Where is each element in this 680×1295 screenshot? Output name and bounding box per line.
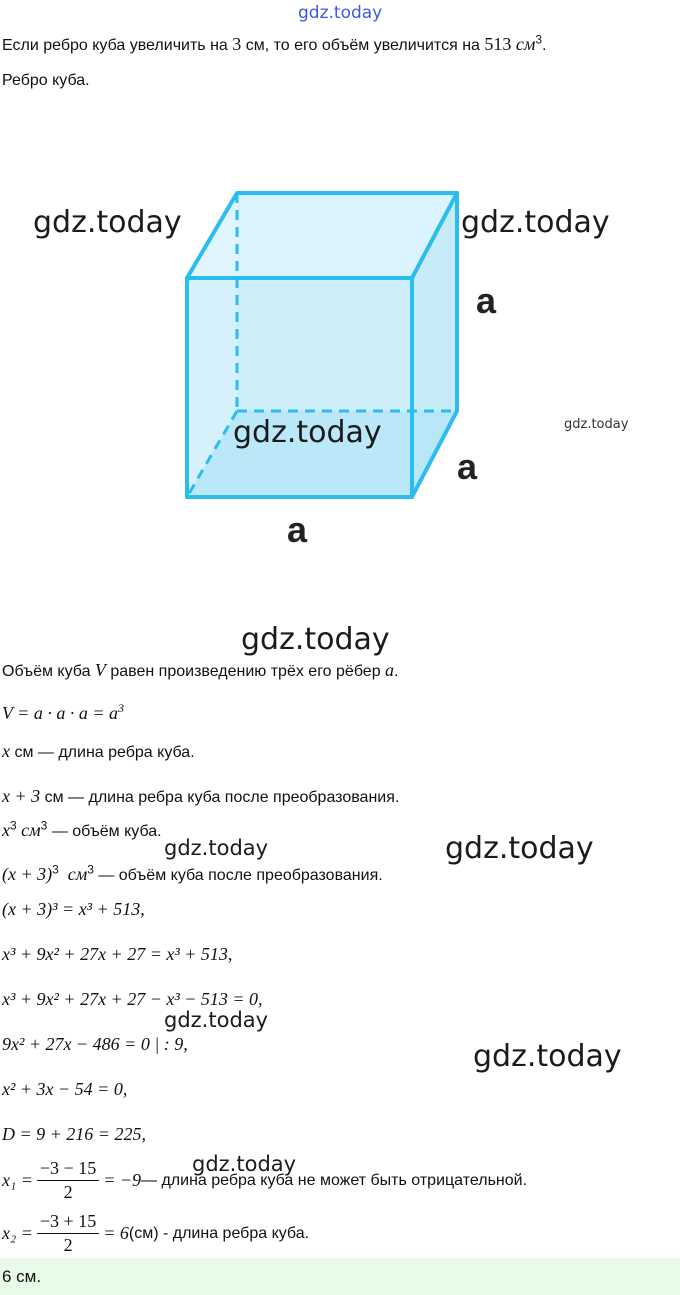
solution-line-12: D = 9 + 216 = 225, — [2, 1124, 146, 1144]
solution-line-7: (x + 3)³ = x³ + 513, — [2, 899, 145, 919]
label-height-a: a — [476, 280, 497, 321]
solution-line-14: x₂ = $\frac{-3 + 15}{2}$ = 6 (см) - длина ребра куба. — [2, 1211, 310, 1255]
watermark-1: gdz.today — [33, 205, 182, 240]
label-depth-a: a — [457, 446, 478, 487]
watermark-3: gdz.today — [233, 415, 382, 450]
fraction-x1: $\frac{-3 - 15}{2}$ — [37, 1158, 99, 1203]
watermark-8: gdz.today — [164, 1008, 269, 1032]
solution-line-1: Объём куба V равен произведению трёх его рёбер a. — [2, 660, 399, 680]
solution-line-3: x см — длина ребра куба. — [2, 741, 195, 761]
problem-question: Ребро куба. — [2, 72, 90, 89]
solution-line-10: 9x² + 27x − 486 = 0 | : 9, — [2, 1034, 188, 1054]
watermark-7: gdz.today — [445, 831, 594, 866]
solution-line-5: $x^3$ $см^3$ — объём куба. — [2, 818, 162, 840]
answer-text: 6 см. — [2, 1267, 42, 1286]
solution-line-8: x³ + 9x² + 27x + 27 = x³ + 513, — [2, 944, 233, 964]
problem-statement: Если ребро куба увеличить на 3 см, то его объём увеличится на 513 $см^3$. — [2, 32, 547, 54]
watermark-9: gdz.today — [473, 1039, 622, 1074]
solution-line-9: x³ + 9x² + 27x + 27 − x³ − 513 = 0, — [2, 989, 263, 1009]
solution-line-4: x + 3 см — длина ребра куба после преобразования. — [2, 786, 400, 806]
solution-line-2: $V = a \cdot a \cdot a = a^3$ — [2, 701, 124, 723]
solution-line-6: $(x + 3)^3$ $см^3$ — объём куба после преобразования. — [2, 862, 383, 884]
solution-line-13: x₁ = $\frac{-3 - 15}{2}$ = −9 — длина ребра куба не может быть отрицательной. — [2, 1158, 528, 1202]
fraction-x2: $\frac{-3 + 15}{2}$ — [37, 1211, 99, 1256]
answer-box — [0, 1258, 680, 1295]
watermark-5: gdz.today — [241, 622, 390, 657]
solution-line-11: x² + 3x − 54 = 0, — [2, 1079, 128, 1099]
cube-figure — [0, 0, 680, 560]
watermark-11: gdz.today — [580, 1270, 645, 1285]
watermark-6: gdz.today — [164, 836, 269, 860]
watermark-10: gdz.today — [192, 1152, 297, 1176]
label-width-a: a — [287, 509, 308, 550]
watermark-4: gdz.today — [564, 417, 629, 432]
watermark-2: gdz.today — [461, 205, 610, 240]
site-header-logo: gdz.today — [298, 3, 383, 23]
